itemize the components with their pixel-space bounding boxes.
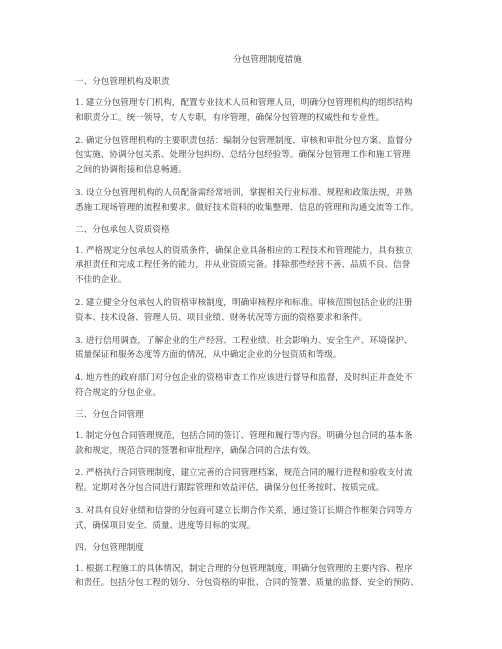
document-body [75,76,450,591]
paragraph-line: 2. 建立健全分包承包人的资格审核制度，明确审核程序和标准。审核范围包括企业的注册 [75,297,413,308]
document-title: 分包管理制度措施 [233,55,302,65]
paragraph-line: 之间的协调衔接和信息畅通。 [75,165,187,176]
paragraph [75,371,450,401]
paragraph-line: 符合规定的分包企业。 [75,387,161,398]
paragraph-line: 3. 设立分包管理机构的人员配备需经常培训，掌握相关行业标准、规程和政策法规，并熟 [75,187,413,198]
paragraph-line: 程。定期对各分包合同进行跟踪管理和效益评估，确保分包任务按时、按质完成。 [75,483,385,494]
paragraph-line: 质量保证和服务态度等方面的情况，从中确定企业的分包资质和等级。 [75,350,342,361]
paragraph-line: 4. 地方性的政府部门对分包企业的资格审查工作应该进行督导和监督，及时纠正并查处不 [75,373,413,384]
paragraph [75,334,450,364]
paragraph [75,96,450,126]
paragraph-line: 承担责任和完成工程任务的能力，并从业资质完备。排除那些经营不善、品质不良、信誉 [75,260,411,271]
paragraph [75,296,450,326]
section-heading: 三、分包合同管理 [75,409,144,420]
paragraph-line: 1. 根据工程施工的具体情况，制定合理的分包管理制度，明确分包管理的主要内容、程序 [75,563,413,574]
paragraph-line: 包实施、协调分包关系、处理分包纠纷、总结分包经验等。确保分包管理工作和施工管理 [75,150,411,161]
paragraph [75,134,450,178]
section-heading: 二、分包承包人资质资格 [75,224,170,235]
paragraph-line: 和职责分工。统一领导，专人专职，有序管理，确保分包管理的权威性和专业性。 [75,112,385,123]
paragraph-line: 不佳的企业。 [75,275,127,286]
section-heading: 四、分包管理制度 [75,542,144,553]
paragraph-line: 1. 严格规定分包承包人的资质条件，确保企业具备相应的工程技术和管理能力，具有独立 [75,245,413,256]
paragraph-line: 3. 进行信用调查，了解企业的生产经营、工程业绩、社会影响力、安全生产、环境保护、 [75,335,413,346]
paragraph-line: 1. 建立分包管理专门机构，配置专业技术人员和管理人员，明确分包管理机构的组织结构 [75,98,413,108]
section-heading: 一、分包管理机构及职责 [75,77,170,87]
paragraph [75,186,450,216]
paragraph-line: 式，确保项目安全、质量、进度等目标的实现。 [75,520,256,531]
paragraph-line: 2. 确定分包管理机构的主要职责包括：编制分包管理制度、审核和审批分包方案、监督分 [75,135,413,146]
paragraph-line: 资本、技术设备、管理人员、项目业绩、财务状况等方面的资格要求和条件。 [75,312,368,323]
paragraph [75,429,450,459]
paragraph-line: 1. 制定分包合同管理规范，包括合同的签订、管理和履行等内容。明确分包合同的基本条 [75,430,413,441]
paragraph [75,504,450,534]
paragraph-line: 款和规定，规范合同的签署和审批程序，确保合同的合法有效。 [75,445,316,456]
paragraph-line: 悉施工现场管理的流程和要求。做好技术资料的收集整理、信息的管理和沟通交流等工作。 [75,202,419,213]
paragraph-line: 和责任。包括分包工程的划分、分包资格的审批、合同的签署、质量的监督、安全的预防、 [75,578,419,589]
paragraph [75,244,450,288]
paragraph-line: 2. 严格执行合同管理制度，建立完善的合同管理档案，规范合同的履行进程和验收支付流 [75,468,413,479]
paragraph [75,466,450,496]
paragraph-line: 3. 对具有良好业绩和信誉的分包商可建立长期合作关系，通过签订长期合作框架合同等方 [75,505,413,516]
paragraph [75,562,450,592]
